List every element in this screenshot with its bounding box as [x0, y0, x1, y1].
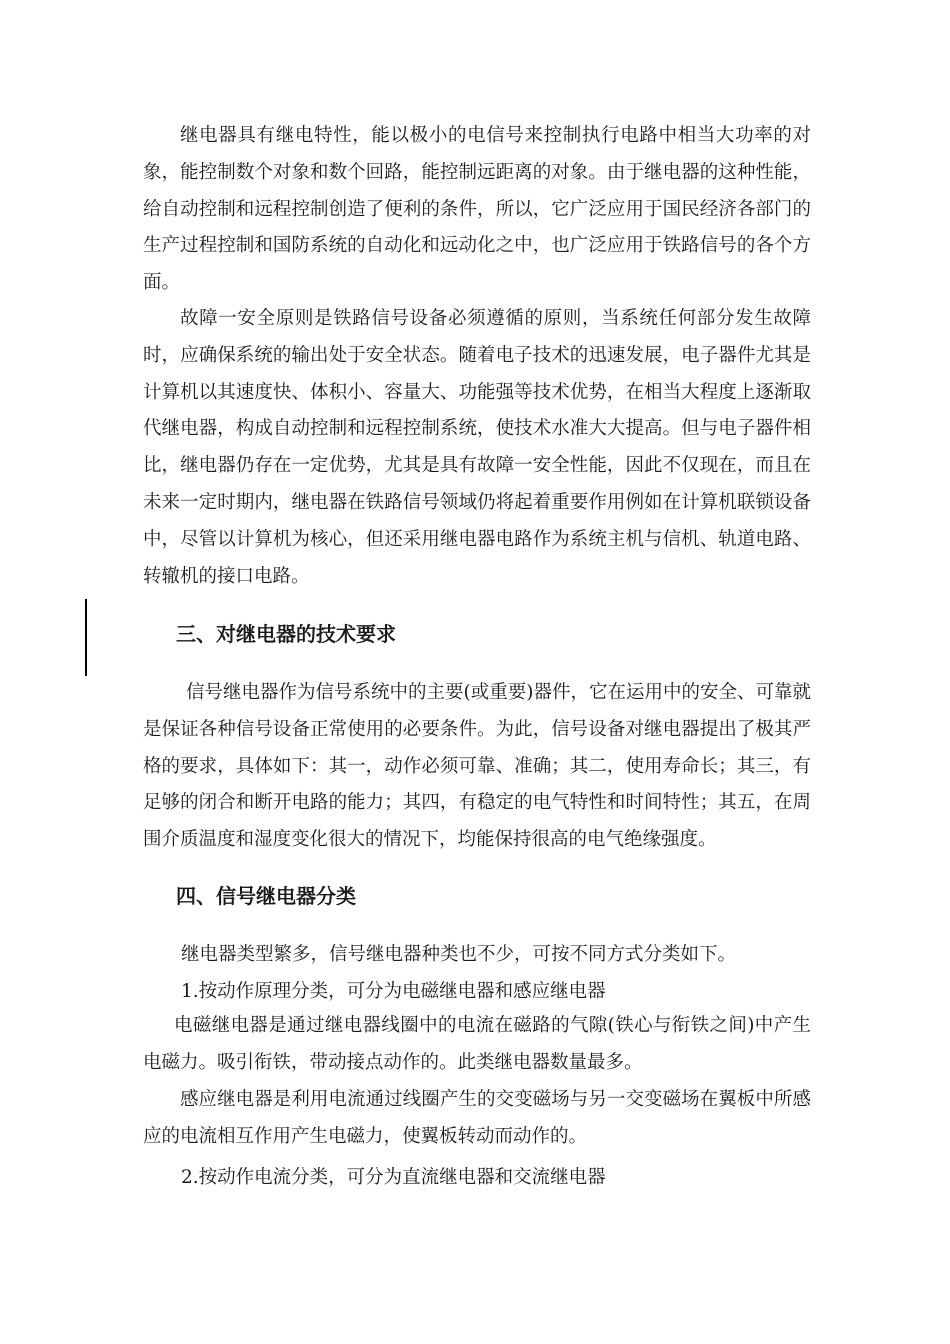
paragraph-technical-requirements: 信号继电器作为信号系统中的主要(或重要)器件，它在运用中的安全、可靠就是保证各种信号设备正常使用的必要条件。为此，信号设备对继电器提出了极其严格的要求，具体如下：其一，动作必须可靠、准确；其二，使用寿命长；其三，有足够的闭合和断开电路的能力；其四，有稳定的电气特性和时间特性；其五，在周围介质温度和湿度变化很大的情况下，均能保持很高的电气绝缘强度。 [143, 682, 811, 851]
paragraph-induction-relay: 感应继电器是利用电流通过线圈产生的交变磁场与另一交变磁场在翼板中所感应的电流相互作用产生电磁力，使翼板转动而动作的。 [143, 1089, 811, 1147]
list-item-by-operating-principle: 1.按动作原理分类，可分为电磁继电器和感应继电器 [181, 981, 606, 1002]
section-heading-technical-requirements: 三、对继电器的技术要求 [176, 622, 396, 646]
paragraph-fail-safe-principle: 故障一安全原则是铁路信号设备必须遵循的原则，当系统任何部分发生故障时，应确保系统的输出处于安全状态。随着电子技术的迅速发展，电子器件尤其是计算机以其速度快、体积小、容量大、功能强等技术优势，在相当大程度上逐渐取代继电器，构成自动控制和远程控制系统，使技术水准大大提高。但与电子器件相比，继电器仍存在一定优势，尤其是具有故障一安全性能，因此不仅现在，而且在未来一定时期内，继电器在铁路信号领域仍将起着重要作用例如在计算机联锁设备中，尽管以计算机为核心，但还采用继电器电路作为系统主机与信机、轨道电路、转辙机的接口电路。 [143, 308, 811, 587]
paragraph-classification-intro: 继电器类型繁多，信号继电器种类也不少，可按不同方式分类如下。 [181, 944, 737, 965]
paragraph-electromagnetic-relay: 电磁继电器是通过继电器线圈中的电流在磁路的气隙(铁心与衔铁之间)中产生电磁力。吸引衔铁，带动接点动作的。此类继电器数量最多。 [143, 1015, 811, 1073]
revision-change-bar [85, 599, 87, 676]
section-heading-relay-classification: 四、信号继电器分类 [176, 884, 356, 908]
list-item-by-operating-current: 2.按动作电流分类，可分为直流继电器和交流继电器 [181, 1167, 606, 1188]
paragraph-relay-characteristics: 继电器具有继电特性，能以极小的电信号来控制执行电路中相当大功率的对象，能控制数个对象和数个回路，能控制远距离的对象。由于继电器的这种性能，给自动控制和远程控制创造了便利的条件，所以，它广泛应用于国民经济各部门的生产过程控制和国防系统的自动化和远动化之中，也广泛应用于铁路信号的各个方面。 [143, 125, 811, 294]
